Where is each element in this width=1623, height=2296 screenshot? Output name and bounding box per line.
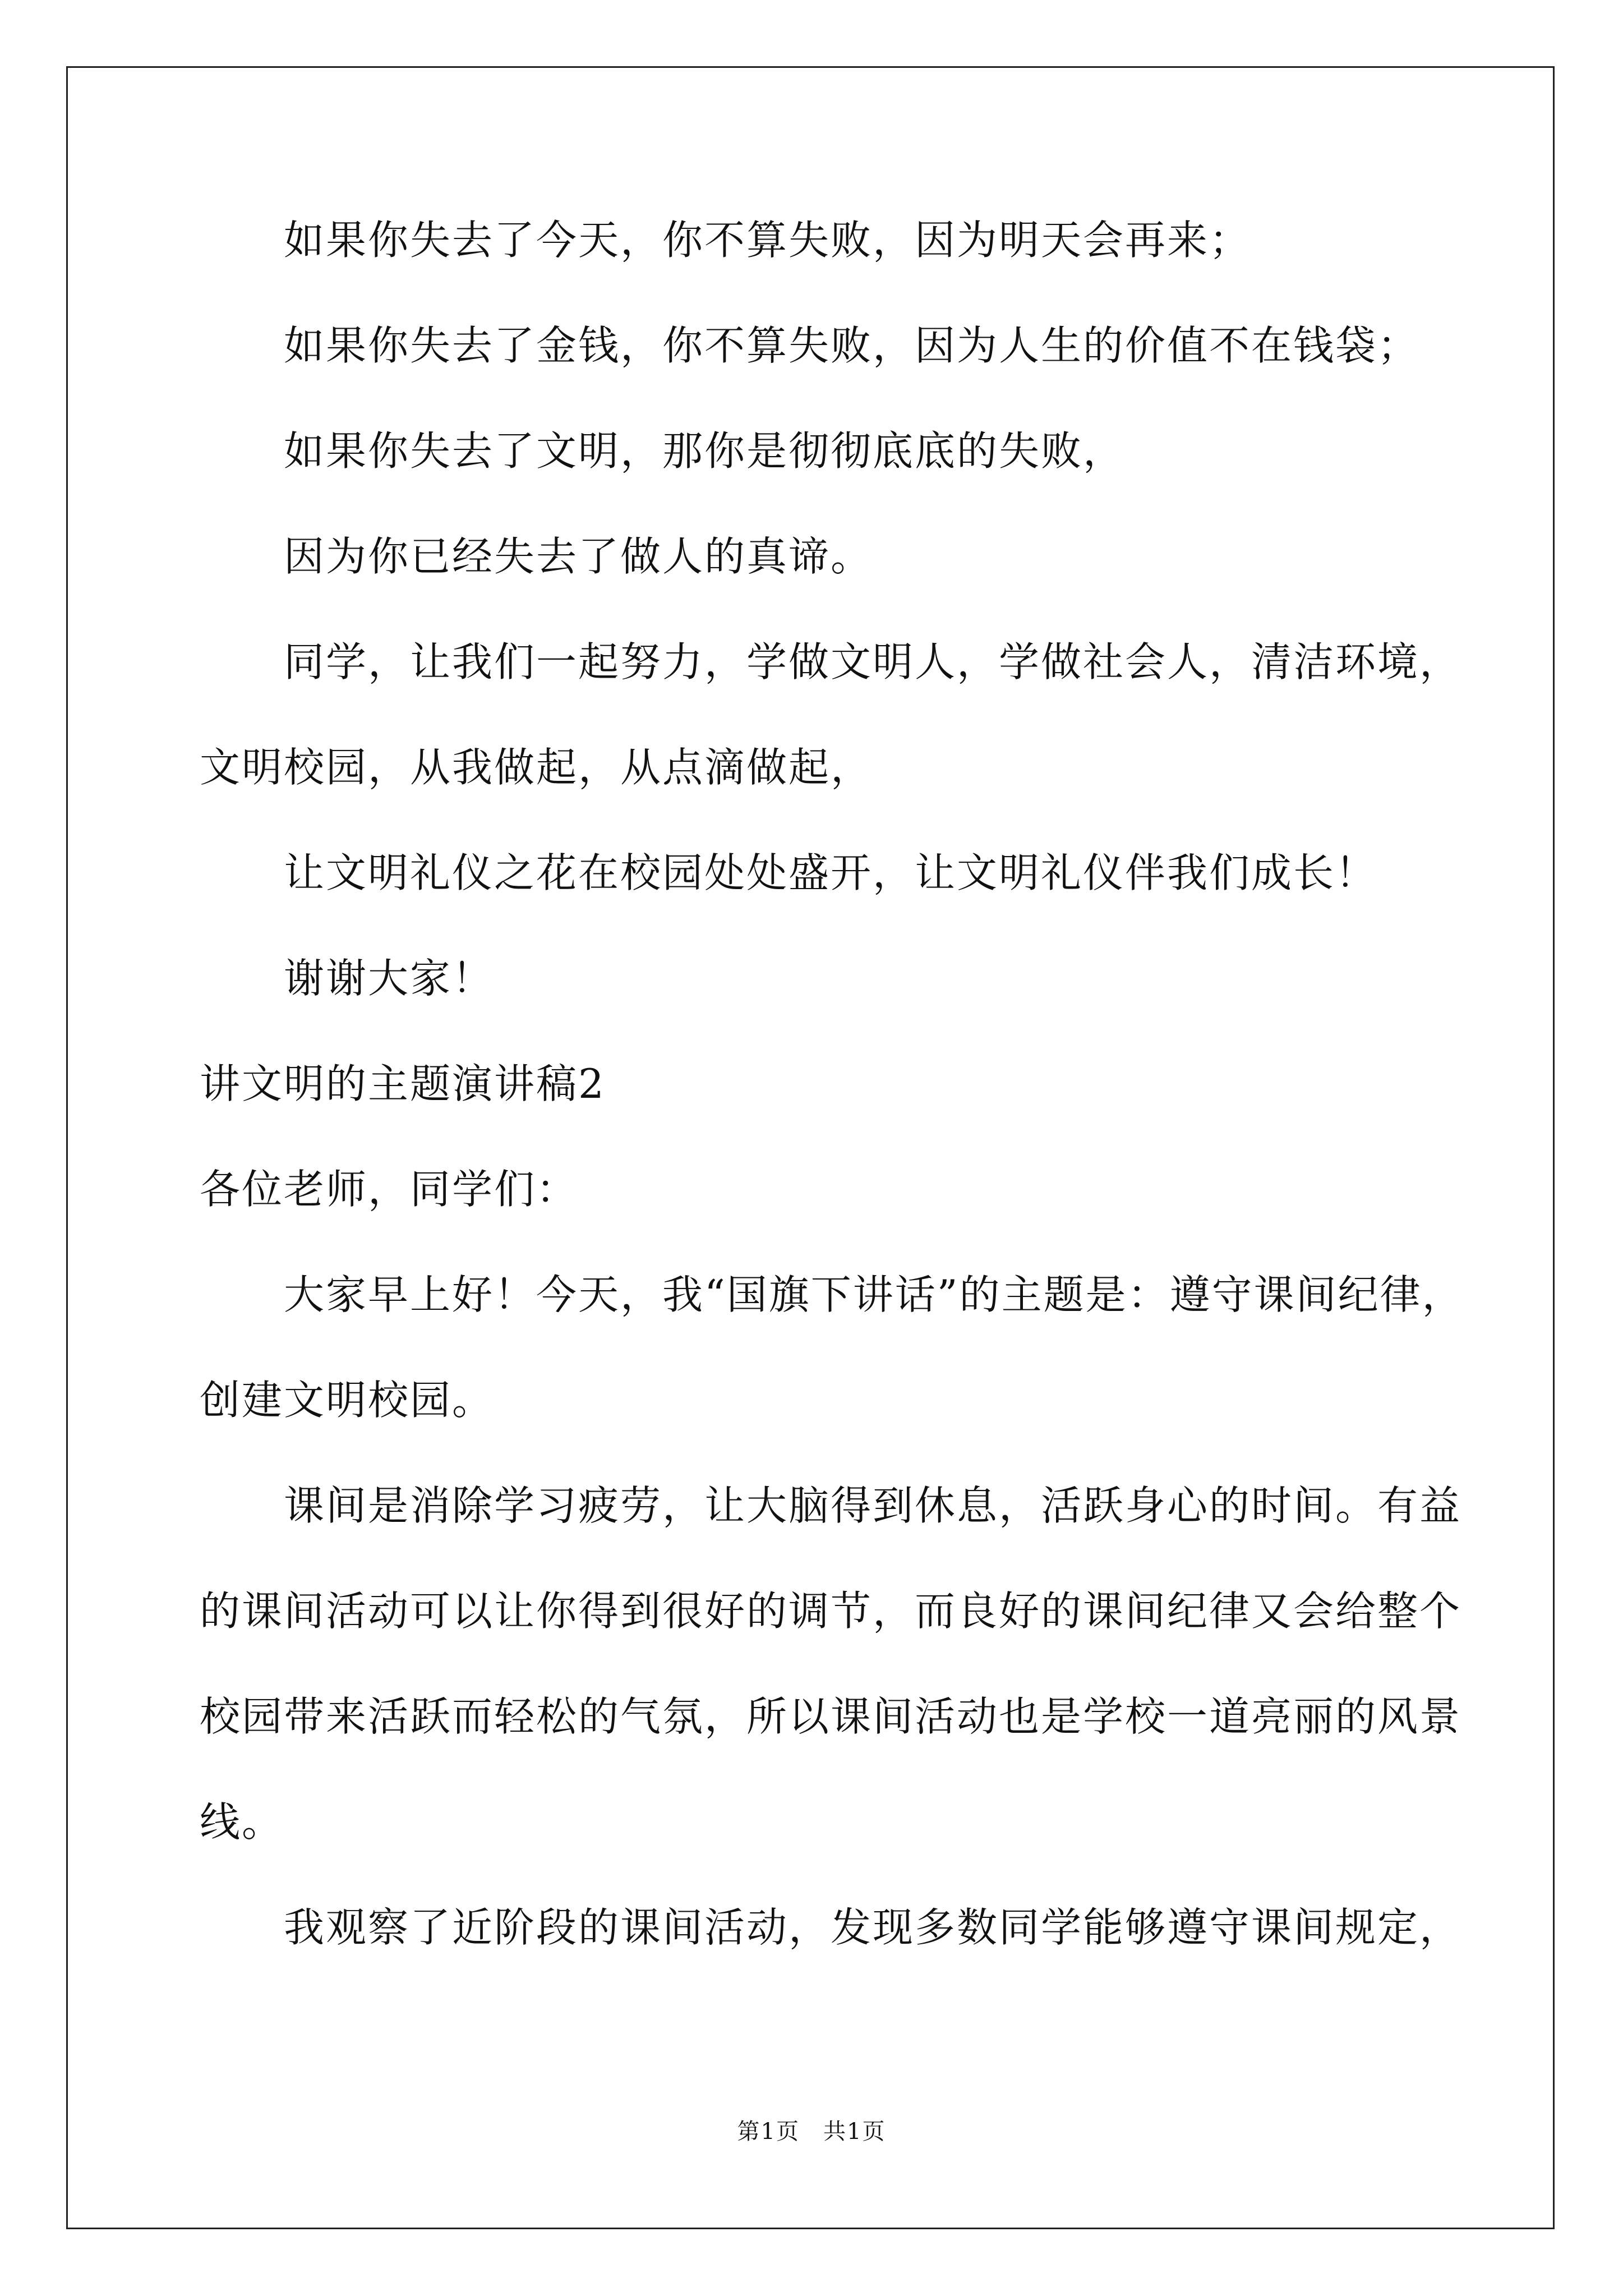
page-number: 第1页 共1页: [737, 2119, 886, 2145]
section-heading: 讲文明的主题演讲稿2: [200, 1060, 606, 1107]
paragraph-line: 让文明礼仪之花在校园处处盛开，让文明礼仪伴我们成长！: [284, 849, 1378, 896]
paragraph-line: 如果你失去了今天，你不算失败，因为明天会再来；: [284, 217, 1252, 264]
paragraph-line: 谢谢大家！: [284, 955, 495, 1002]
paragraph-line: 因为你已经失去了做人的真谛。: [284, 533, 873, 580]
paragraph-line: 如果你失去了文明，那你是彻彻底底的失败，: [284, 427, 1126, 475]
paragraph-line: 同学，让我们一起努力，学做文明人，学做社会人，清洁环境，: [284, 638, 1462, 685]
paragraph-line: 的课间活动可以让你得到很好的调节，而良好的课间纪律又会给整个: [200, 1588, 1462, 1635]
paragraph-line: 我观察了近阶段的课间活动，发现多数同学能够遵守课间规定，: [284, 1904, 1462, 1951]
paragraph-line: 课间是消除学习疲劳，让大脑得到休息，活跃身心的时间。有益: [284, 1482, 1462, 1529]
paragraph-line: 大家早上好！今天，我“国旗下讲话”的主题是：遵守课间纪律，: [284, 1271, 1464, 1318]
paragraph-line: 校园带来活跃而轻松的气氛，所以课间活动也是学校一道亮丽的风景: [200, 1693, 1462, 1740]
paragraph-line: 创建文明校园。: [200, 1377, 495, 1424]
salutation: 各位老师，同学们：: [200, 1166, 579, 1213]
paragraph-line: 文明校园，从我做起，从点滴做起，: [200, 744, 873, 791]
paragraph-line: 线。: [200, 1798, 284, 1846]
paragraph-line: 如果你失去了金钱，你不算失败，因为人生的价值不在钱袋；: [284, 322, 1420, 369]
